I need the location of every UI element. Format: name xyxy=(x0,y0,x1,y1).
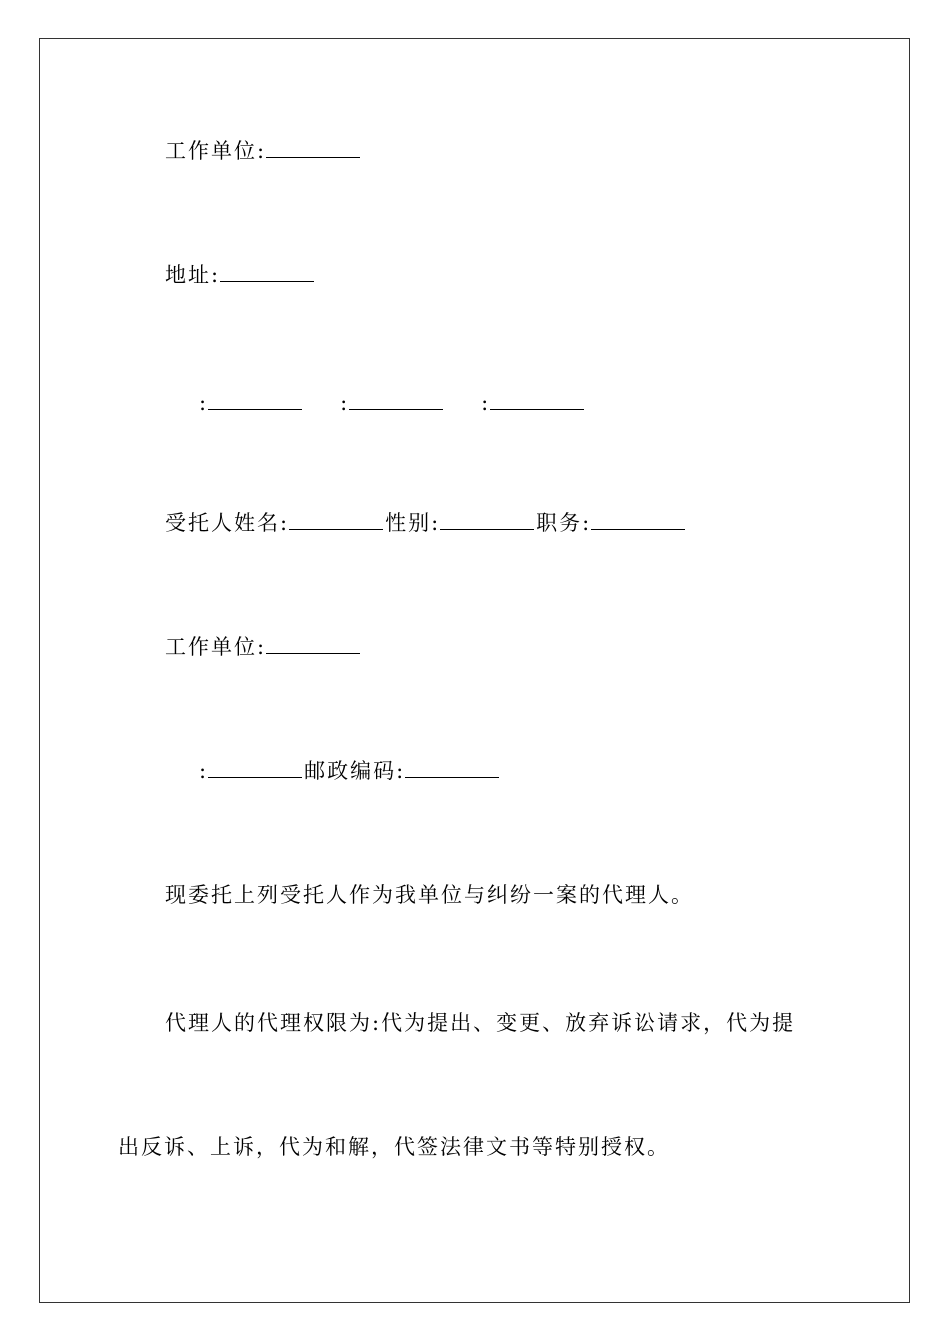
postal-blank-1 xyxy=(208,757,302,778)
postal-code-blank xyxy=(405,757,499,778)
gender-blank xyxy=(440,509,534,530)
gender-label: 性别: xyxy=(385,511,441,535)
paragraph-1: 现委托上列受托人作为我单位与纠纷一案的代理人。 xyxy=(165,883,694,907)
contact-blank-3 xyxy=(490,389,584,410)
work-unit-blank-2 xyxy=(266,633,360,654)
position-label: 职务: xyxy=(536,511,592,535)
contact-blank-2 xyxy=(349,389,443,410)
postal-colon: : xyxy=(199,759,209,783)
work-unit-label: 工作单位: xyxy=(165,139,267,163)
work-unit-blank xyxy=(266,137,360,158)
postal-row xyxy=(199,756,501,786)
work-unit-row-1 xyxy=(165,136,362,166)
contact-colon-1: : xyxy=(199,391,209,415)
position-blank xyxy=(591,509,685,530)
address-label: 地址: xyxy=(165,263,221,287)
address-row xyxy=(165,260,316,290)
contact-colon-3: : xyxy=(481,391,491,415)
work-unit-label-2: 工作单位: xyxy=(165,635,267,659)
postal-code-label: 邮政编码: xyxy=(304,759,406,783)
agent-info-row xyxy=(165,508,687,538)
agent-name-blank xyxy=(289,509,383,530)
page-border xyxy=(39,38,910,1303)
contact-colon-2: : xyxy=(340,391,350,415)
paragraph-2-line-2: 出反诉、上诉，代为和解，代签法律文书等特别授权。 xyxy=(118,1135,670,1159)
paragraph-2-line-1: 代理人的代理权限为:代为提出、变更、放弃诉讼请求，代为提 xyxy=(165,1011,796,1035)
address-blank xyxy=(220,261,314,282)
agent-name-label: 受托人姓名: xyxy=(165,511,290,535)
work-unit-row-2 xyxy=(165,632,362,662)
contact-row xyxy=(199,388,586,418)
contact-blank-1 xyxy=(208,389,302,410)
